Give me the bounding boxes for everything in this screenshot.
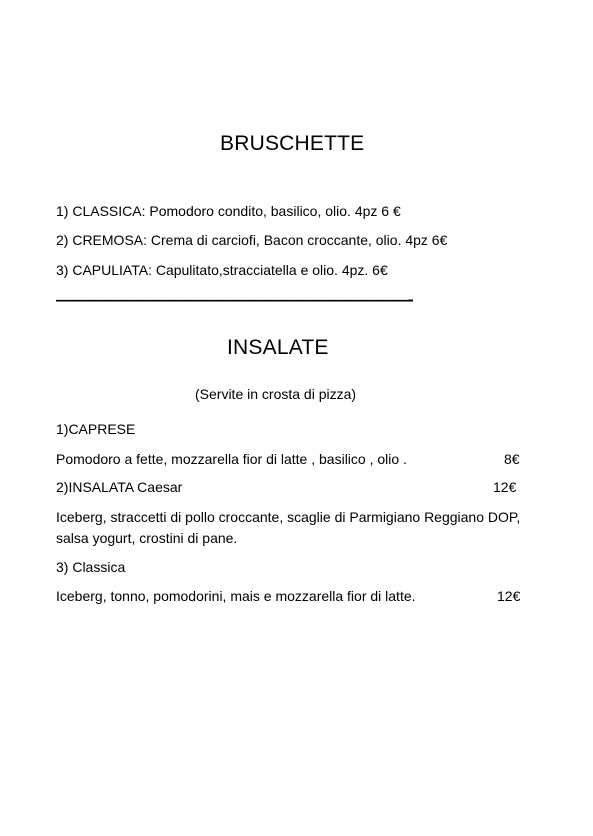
bruschette-item-capuliata: 3) CAPULIATA: Capulitato,stracciatella e olio. 4pz. 6€ [56, 262, 388, 278]
insalata-caprese-name: 1)CAPRESE [56, 421, 136, 437]
insalata-caprese-description: Pomodoro a fette, mozzarella fior di latte , basilico , olio . [56, 451, 407, 467]
insalata-caesar-name: 2)INSALATA Caesar [56, 479, 183, 495]
bruschette-item-classica: 1) CLASSICA: Pomodoro condito, basilico, olio. 4pz 6 € [56, 203, 401, 219]
insalate-title: INSALATE [227, 336, 329, 359]
bruschette-title: BRUSCHETTE [220, 132, 365, 155]
insalata-classica-price: 12€ [497, 588, 521, 604]
section-divider: ——————————————————————- [56, 290, 413, 309]
insalata-caprese-price: 8€ [504, 451, 520, 467]
insalata-classica-name: 3) Classica [56, 559, 126, 575]
insalata-caesar-description-line2: salsa yogurt, crostini di pane. [56, 530, 238, 546]
insalata-classica-description: Iceberg, tonno, pomodorini, mais e mozzarella fior di latte. [56, 588, 416, 604]
insalata-caesar-description-line1: Iceberg, straccetti di pollo croccante, scaglie di Parmigiano Reggiano DOP, [56, 509, 521, 525]
bruschette-item-cremosa: 2) CREMOSA: Crema di carciofi, Bacon croccante, olio. 4pz 6€ [56, 232, 448, 248]
insalata-caesar-price: 12€ [493, 479, 517, 495]
insalate-subtitle: (Servite in crosta di pizza) [195, 386, 357, 402]
